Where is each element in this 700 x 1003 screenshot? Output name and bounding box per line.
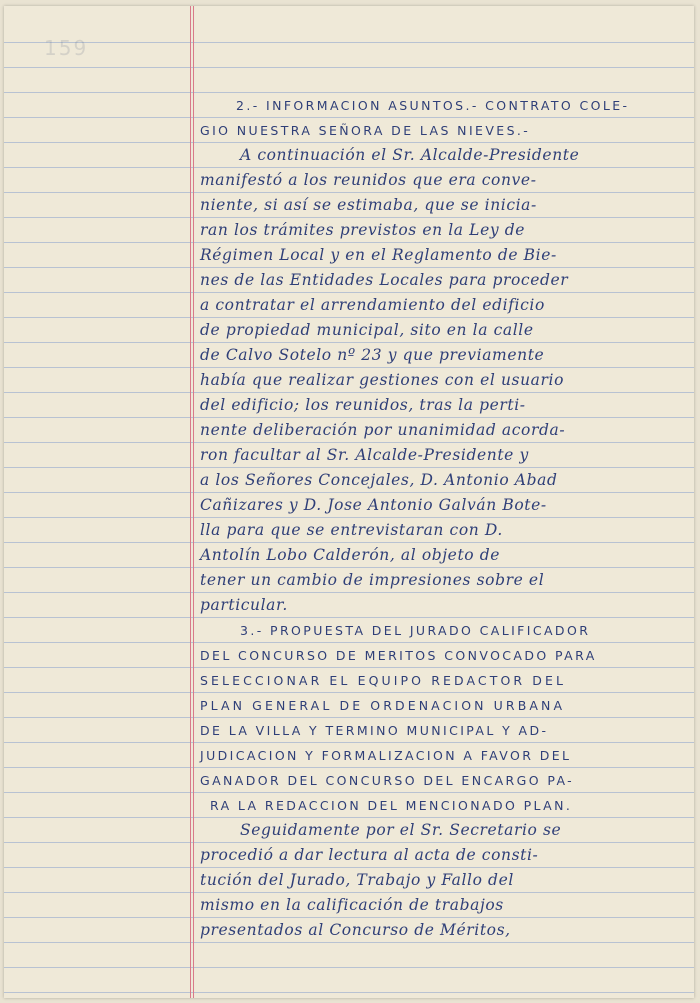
body-line: nes de las Entidades Locales para proceder xyxy=(200,271,569,289)
body-line: a contratar el arrendamiento del edificio xyxy=(200,296,545,314)
item-3-heading-line: DE LA VILLA Y TERMINO MUNICIPAL Y AD- xyxy=(200,723,549,738)
item-3-heading-line: 3.- PROPUESTA DEL JURADO CALIFICADOR xyxy=(240,623,591,638)
body-line: ron facultar al Sr. Alcalde-Presidente y xyxy=(200,446,529,464)
notebook-page xyxy=(4,6,694,998)
body-line: niente, si así se estimaba, que se inicia- xyxy=(200,196,537,214)
item-3-heading-line: RA LA REDACCION DEL MENCIONADO PLAN. xyxy=(210,798,573,813)
item-3-heading-line: PLAN GENERAL DE ORDENACION URBANA xyxy=(200,698,566,713)
item-3-heading-line: DEL CONCURSO DE MERITOS CONVOCADO PARA xyxy=(200,648,597,663)
body-line: del edificio; los reunidos, tras la perti- xyxy=(200,396,526,414)
body-line: lla para que se entrevistaran con D. xyxy=(200,521,503,539)
body-line: procedió a dar lectura al acta de consti- xyxy=(200,846,539,864)
body-line: había que realizar gestiones con el usuario xyxy=(200,371,564,389)
body-line: Régimen Local y en el Reglamento de Bie- xyxy=(200,246,557,264)
body-line: A continuación el Sr. Alcalde-Presidente xyxy=(240,146,580,164)
red-margin-line xyxy=(190,6,194,998)
item-2-heading-line: 2.- INFORMACION ASUNTOS.- CONTRATO COLE- xyxy=(236,98,630,113)
body-line: tener un cambio de impresiones sobre el xyxy=(200,571,545,589)
body-line: ran los trámites previstos en la Ley de xyxy=(200,221,526,239)
page-number: 159 xyxy=(44,36,89,60)
body-line: manifestó a los reunidos que era conve- xyxy=(200,171,537,189)
body-line: mismo en la calificación de trabajos xyxy=(200,896,504,914)
body-line: Seguidamente por el Sr. Secretario se xyxy=(240,821,562,839)
body-line: a los Señores Concejales, D. Antonio Abad xyxy=(200,471,558,489)
handwritten-minutes xyxy=(200,93,666,943)
body-line: Antolín Lobo Calderón, al objeto de xyxy=(200,546,501,564)
item-2-heading-line: GIO NUESTRA SEÑORA DE LAS NIEVES.- xyxy=(200,123,531,138)
body-line: de Calvo Sotelo nº 23 y que previamente xyxy=(200,346,545,364)
item-3-heading-line: GANADOR DEL CONCURSO DEL ENCARGO PA- xyxy=(200,773,575,788)
body-line: nente deliberación por unanimidad acorda- xyxy=(200,421,566,439)
item-3-heading-line: JUDICACION Y FORMALIZACION A FAVOR DEL xyxy=(200,748,572,763)
item-3-heading-line: SELECCIONAR EL EQUIPO REDACTOR DEL xyxy=(200,673,567,688)
body-line: particular. xyxy=(200,596,288,614)
body-line: de propiedad municipal, sito en la calle xyxy=(200,321,534,339)
body-line: presentados al Concurso de Méritos, xyxy=(200,921,511,939)
body-line: Cañizares y D. Jose Antonio Galván Bote- xyxy=(200,496,547,514)
body-line: tución del Jurado, Trabajo y Fallo del xyxy=(200,871,514,889)
